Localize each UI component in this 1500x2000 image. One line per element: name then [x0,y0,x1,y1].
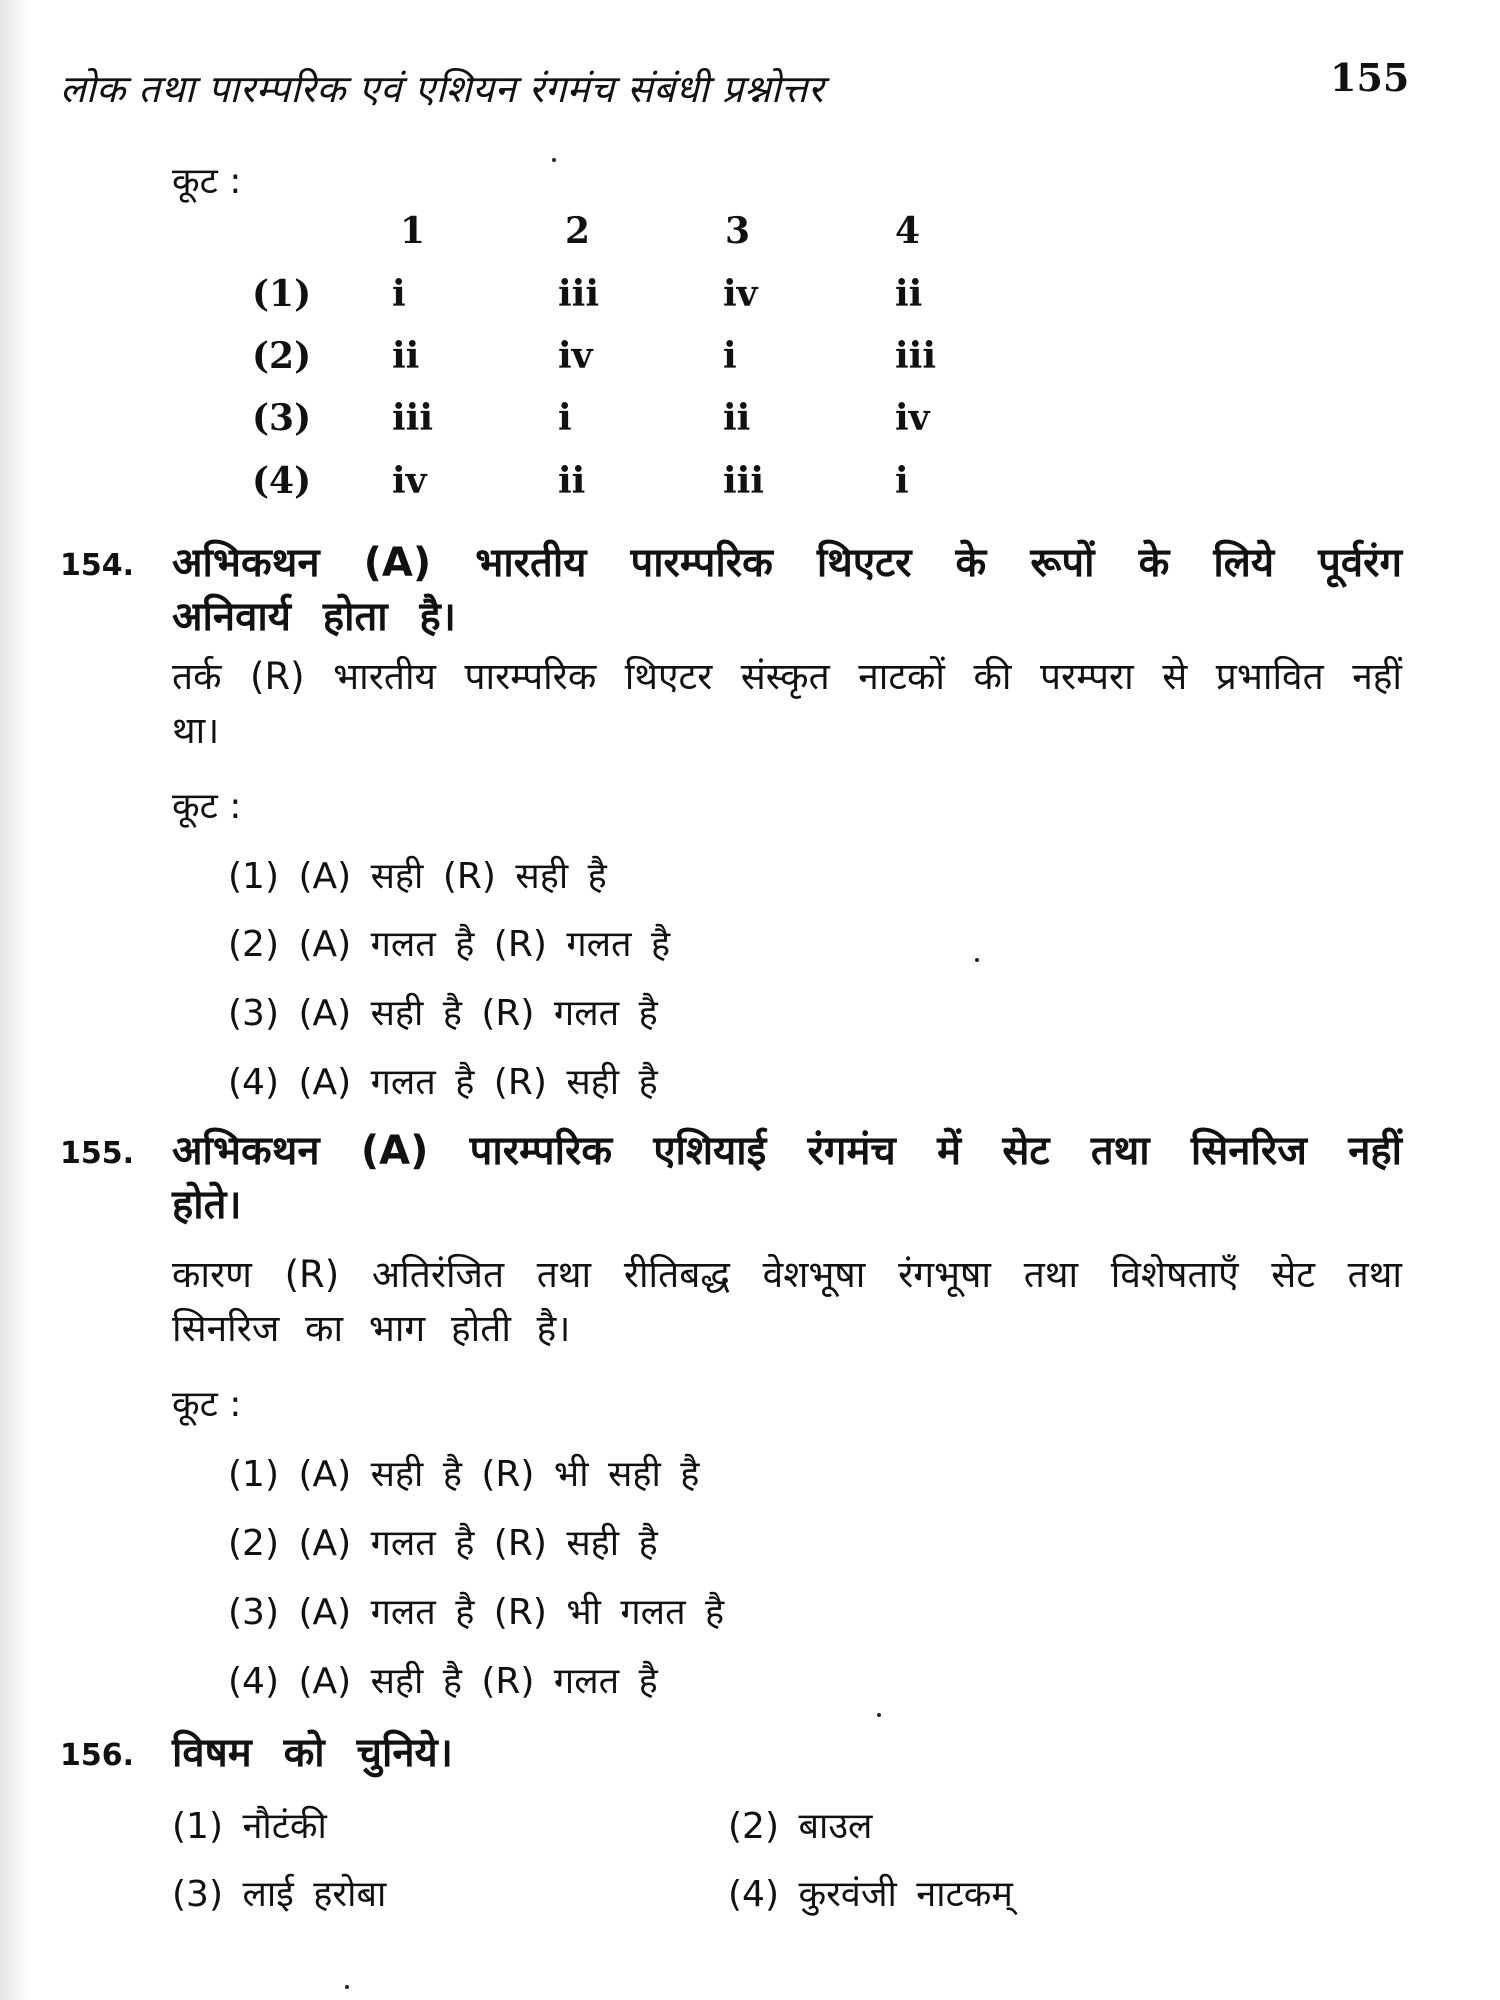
q153-koot-label: कूट : [172,161,242,202]
table-cell: iii [558,273,600,315]
running-header: लोक तथा पारम्परिक एवं एशियन रंगमंच संबंधी प्रश्नोत्तर [60,67,824,111]
q156-option-2[interactable]: (2) बाउल [728,1806,873,1847]
q154-option-4[interactable]: (4) (A) गलत है (R) सही है [228,1062,658,1103]
q154-option-2[interactable]: (2) (A) गलत है (R) गलत है [228,924,671,965]
row-label: (3) [252,397,312,439]
q155-option-3[interactable]: (3) (A) गलत है (R) भी गलत है [228,1592,725,1633]
table-cell: iv [392,460,427,502]
q154-assertion: अभिकथन (A) भारतीय पारम्परिक थिएटर के रूपों के लिये पूर्वरंग अनिवार्य होता है। [172,540,1402,640]
scan-speck [552,158,556,162]
scan-edge-shadow [0,0,30,2000]
table-cell: iv [558,335,593,377]
scan-speck [975,958,979,962]
q155-number: 155. [60,1136,135,1171]
row-label: (1) [252,273,312,315]
q156-option-4[interactable]: (4) कुरवंजी नाटकम् [728,1874,1013,1915]
scan-speck [345,1985,349,1989]
q154-koot-label: कूट : [172,786,242,827]
q156-option-3[interactable]: (3) लाई हरोबा [172,1874,387,1915]
q154-option-1[interactable]: (1) (A) सही (R) सही है [228,856,607,897]
q154-reason: तर्क (R) भारतीय पारम्परिक थिएटर संस्कृत नाटकों की परम्परा से प्रभावित नहीं था। [172,655,1402,752]
page-number: 155 [1330,55,1410,100]
scan-speck [877,1713,881,1717]
q156-number: 156. [60,1738,135,1773]
column-header: 4 [895,210,921,252]
row-label: (4) [252,460,312,502]
q156-option-1[interactable]: (1) नौटंकी [172,1806,327,1847]
table-cell: ii [895,273,923,315]
q155-assertion: अभिकथन (A) पारम्परिक एशियाई रंगमंच में सेट तथा सिनरिज नहीं होते। [172,1128,1402,1228]
table-cell: ii [723,397,751,439]
table-cell: iv [723,273,758,315]
column-header: 2 [565,210,591,252]
table-cell: i [895,460,909,502]
q155-option-1[interactable]: (1) (A) सही है (R) भी सही है [228,1454,700,1495]
table-cell: ii [392,335,420,377]
table-cell: iii [723,460,765,502]
q155-koot-label: कूट : [172,1384,242,1425]
column-header: 1 [400,210,426,252]
table-cell: iii [895,335,937,377]
table-cell: i [723,335,737,377]
q156-question: विषम को चुनिये। [172,1730,453,1776]
table-cell: i [392,273,406,315]
column-header: 3 [725,210,751,252]
table-cell: iii [392,397,434,439]
q154-option-3[interactable]: (3) (A) सही है (R) गलत है [228,993,658,1034]
table-cell: i [558,397,572,439]
q155-reason: कारण (R) अतिरंजित तथा रीतिबद्ध वेशभूषा रंगभूषा तथा विशेषताएँ सेट तथा सिनरिज का भाग होती है। [172,1253,1402,1350]
table-cell: iv [895,397,930,439]
q155-option-4[interactable]: (4) (A) सही है (R) गलत है [228,1661,658,1702]
q154-number: 154. [60,548,135,583]
table-cell: ii [558,460,586,502]
row-label: (2) [252,335,312,377]
q155-option-2[interactable]: (2) (A) गलत है (R) सही है [228,1523,658,1564]
